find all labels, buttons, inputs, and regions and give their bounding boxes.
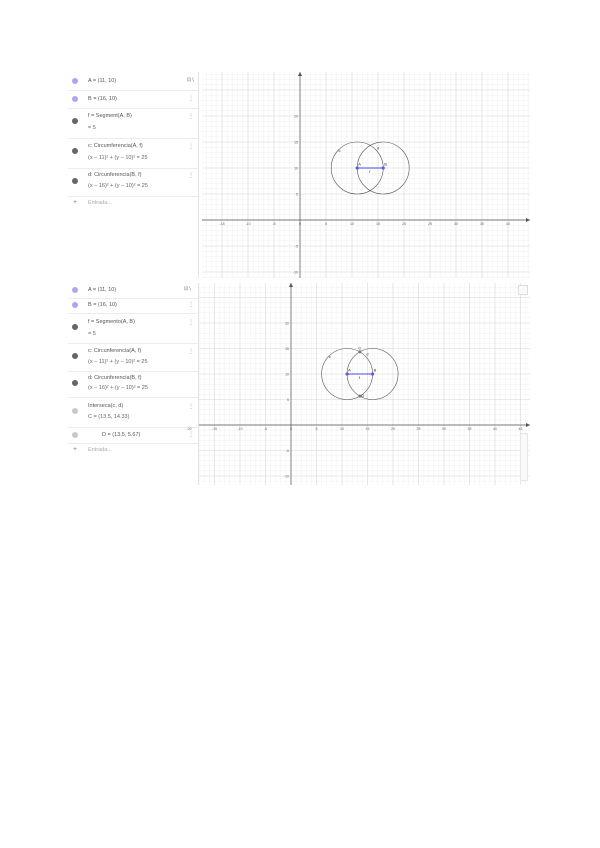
algebra-item-D[interactable]: D = (13.5, 5.67) ⋮ bbox=[68, 427, 198, 444]
visibility-dot-icon[interactable] bbox=[72, 302, 78, 308]
algebra-item-f[interactable]: f = Segment(A, B) = 5 ⋮ bbox=[68, 108, 198, 139]
label-c: c bbox=[338, 147, 341, 153]
algebra-item-A[interactable]: A = (11, 10) bbox=[68, 72, 198, 91]
plus-icon[interactable]: + bbox=[73, 446, 78, 453]
algebra-item-B[interactable]: B = (16, 10) ⋮ bbox=[68, 90, 198, 109]
y-axis-arrow-icon bbox=[289, 283, 293, 287]
x-tick-label: 35 bbox=[480, 222, 484, 226]
algebra-input-row[interactable]: + Entrada... bbox=[73, 446, 112, 453]
x-tick-label: 5 bbox=[315, 427, 318, 431]
algebra-item-intersect[interactable]: Interseca(c, d) C = (13.5, 14.33) ⋮ bbox=[68, 397, 198, 428]
algebra-item-B[interactable]: B = (16, 10) ⋮ bbox=[68, 298, 198, 314]
algebra-input-row[interactable]: + Entrada... bbox=[73, 199, 112, 206]
algebra-item-d[interactable]: d: Circunferencia(B, f) (x − 16)² + (y − 10)² = 25 bbox=[68, 371, 198, 398]
x-tick-label: -10 bbox=[237, 427, 243, 431]
algebra-item-A[interactable]: A = (11, 10) bbox=[68, 283, 198, 299]
visibility-dot-icon[interactable] bbox=[72, 324, 78, 330]
graphics-canvas[interactable] bbox=[202, 72, 530, 278]
visibility-dot-icon[interactable] bbox=[72, 96, 78, 102]
y-tick-label: 5 bbox=[296, 192, 298, 197]
point-A bbox=[346, 372, 349, 375]
algebra-item-c[interactable]: c: Circunferencia(A, f) (x − 11)² + (y − 10)² = 25 ⋮ bbox=[68, 343, 198, 372]
visibility-dot-icon[interactable] bbox=[72, 118, 78, 124]
more-menu-icon[interactable]: ⋮ bbox=[188, 144, 194, 150]
visibility-dot-icon[interactable] bbox=[72, 148, 78, 154]
algebra-view bbox=[68, 72, 199, 278]
x-tick-label: 0 bbox=[290, 427, 292, 431]
more-menu-icon[interactable]: ⋮ bbox=[188, 302, 194, 308]
x-axis-arrow-icon bbox=[526, 218, 530, 222]
x-tick-label: -5 bbox=[272, 222, 276, 226]
y-axis-arrow-icon bbox=[298, 72, 302, 76]
algebra-item-f[interactable]: f = Segmento(A, B) = 5 ⋮ bbox=[68, 313, 198, 344]
x-tick-label: 45 bbox=[518, 427, 523, 431]
label-B: B bbox=[384, 161, 387, 167]
x-tick-label: 20 bbox=[402, 222, 406, 226]
more-menu-icon[interactable]: ⋮ bbox=[188, 173, 194, 179]
algebra-item-c[interactable]: c: Circumferencia(A, f) (x − 11)² + (y − 10)² = 25 ⋮ bbox=[68, 138, 198, 169]
x-tick-label: 10 bbox=[350, 222, 354, 226]
more-menu-icon[interactable]: ⋮ bbox=[188, 114, 194, 120]
x-tick-label: 20 bbox=[391, 427, 395, 431]
more-menu-icon[interactable]: ⋮ bbox=[188, 404, 194, 410]
label-d: d bbox=[376, 145, 379, 151]
x-tick-label: -15 bbox=[219, 222, 225, 226]
zoom-controls[interactable] bbox=[520, 433, 528, 481]
point-B bbox=[371, 372, 374, 375]
y-tick-label: 15 bbox=[285, 347, 289, 351]
point-A bbox=[356, 166, 359, 169]
visibility-dot-icon[interactable] bbox=[72, 78, 78, 84]
plus-icon[interactable]: + bbox=[73, 199, 78, 206]
visibility-dot-icon[interactable] bbox=[72, 432, 78, 438]
label-d: d bbox=[366, 351, 369, 357]
x-tick-label: 10 bbox=[340, 427, 344, 431]
more-menu-icon[interactable]: ⋮ bbox=[188, 96, 194, 102]
label-A: A bbox=[348, 367, 351, 373]
more-menu-icon[interactable]: ⋮ bbox=[188, 349, 194, 355]
y-tick-label: 10 bbox=[294, 166, 298, 171]
label-D: D bbox=[361, 393, 365, 399]
point-C bbox=[358, 350, 361, 353]
algebra-view bbox=[68, 283, 199, 485]
x-tick-label: -5 bbox=[263, 427, 268, 431]
visibility-dot-icon[interactable] bbox=[72, 380, 78, 386]
x-tick-label: 40 bbox=[493, 427, 497, 431]
visibility-dot-icon[interactable] bbox=[72, 178, 78, 184]
more-menu-icon[interactable]: ⋮ bbox=[188, 432, 194, 438]
x-tick-label: 15 bbox=[376, 222, 380, 226]
x-tick-label: 25 bbox=[428, 222, 432, 226]
label-C: C bbox=[358, 345, 362, 351]
label-f: f bbox=[358, 375, 360, 380]
visibility-dot-icon[interactable] bbox=[72, 353, 78, 359]
point-B bbox=[382, 166, 385, 169]
algebra-item-d[interactable]: d: Circunferencia(B, f) (x − 16)² + (y − 10)² = 25 ⋮ bbox=[68, 168, 198, 197]
x-tick-label: 35 bbox=[467, 427, 472, 431]
x-tick-label: 30 bbox=[442, 427, 446, 431]
graphics-canvas[interactable] bbox=[186, 283, 530, 485]
x-tick-label: -20 bbox=[186, 427, 192, 431]
x-tick-label: 40 bbox=[506, 222, 510, 226]
x-tick-label: 0 bbox=[299, 222, 301, 226]
label-c: c bbox=[328, 354, 331, 360]
label-A: A bbox=[358, 161, 361, 167]
y-tick-label: -10 bbox=[283, 474, 289, 479]
y-tick-label: 10 bbox=[285, 372, 289, 377]
graphics-view[interactable] bbox=[202, 72, 530, 278]
visibility-dot-icon[interactable] bbox=[72, 408, 78, 414]
y-tick-label: -5 bbox=[294, 244, 298, 249]
x-axis-arrow-icon bbox=[526, 423, 530, 427]
geogebra-panel-1 bbox=[68, 72, 530, 278]
style-bar-button[interactable] bbox=[518, 285, 528, 295]
x-tick-label: 30 bbox=[454, 222, 458, 226]
view-toggle-icon[interactable]: ⊡∖ bbox=[184, 286, 192, 292]
more-menu-icon[interactable]: ⋮ bbox=[188, 320, 194, 326]
label-B: B bbox=[373, 367, 377, 373]
y-tick-label: 15 bbox=[294, 140, 298, 145]
x-tick-label: 5 bbox=[325, 222, 327, 226]
x-tick-label: -15 bbox=[211, 427, 218, 431]
y-tick-label: -5 bbox=[285, 449, 289, 453]
view-toggle-icon[interactable]: ⊡∖ bbox=[187, 77, 195, 83]
x-tick-label: 25 bbox=[416, 427, 421, 431]
geogebra-panel-2 bbox=[68, 283, 530, 485]
graphics-view[interactable] bbox=[186, 283, 530, 485]
visibility-dot-icon[interactable] bbox=[72, 287, 78, 293]
label-f: f bbox=[369, 169, 371, 174]
y-tick-label: 20 bbox=[294, 114, 298, 119]
y-tick-label: 5 bbox=[287, 398, 289, 402]
x-tick-label: 15 bbox=[365, 427, 370, 431]
y-tick-label: -10 bbox=[292, 270, 298, 275]
y-tick-label: 20 bbox=[285, 321, 289, 326]
x-tick-label: -10 bbox=[245, 222, 251, 226]
